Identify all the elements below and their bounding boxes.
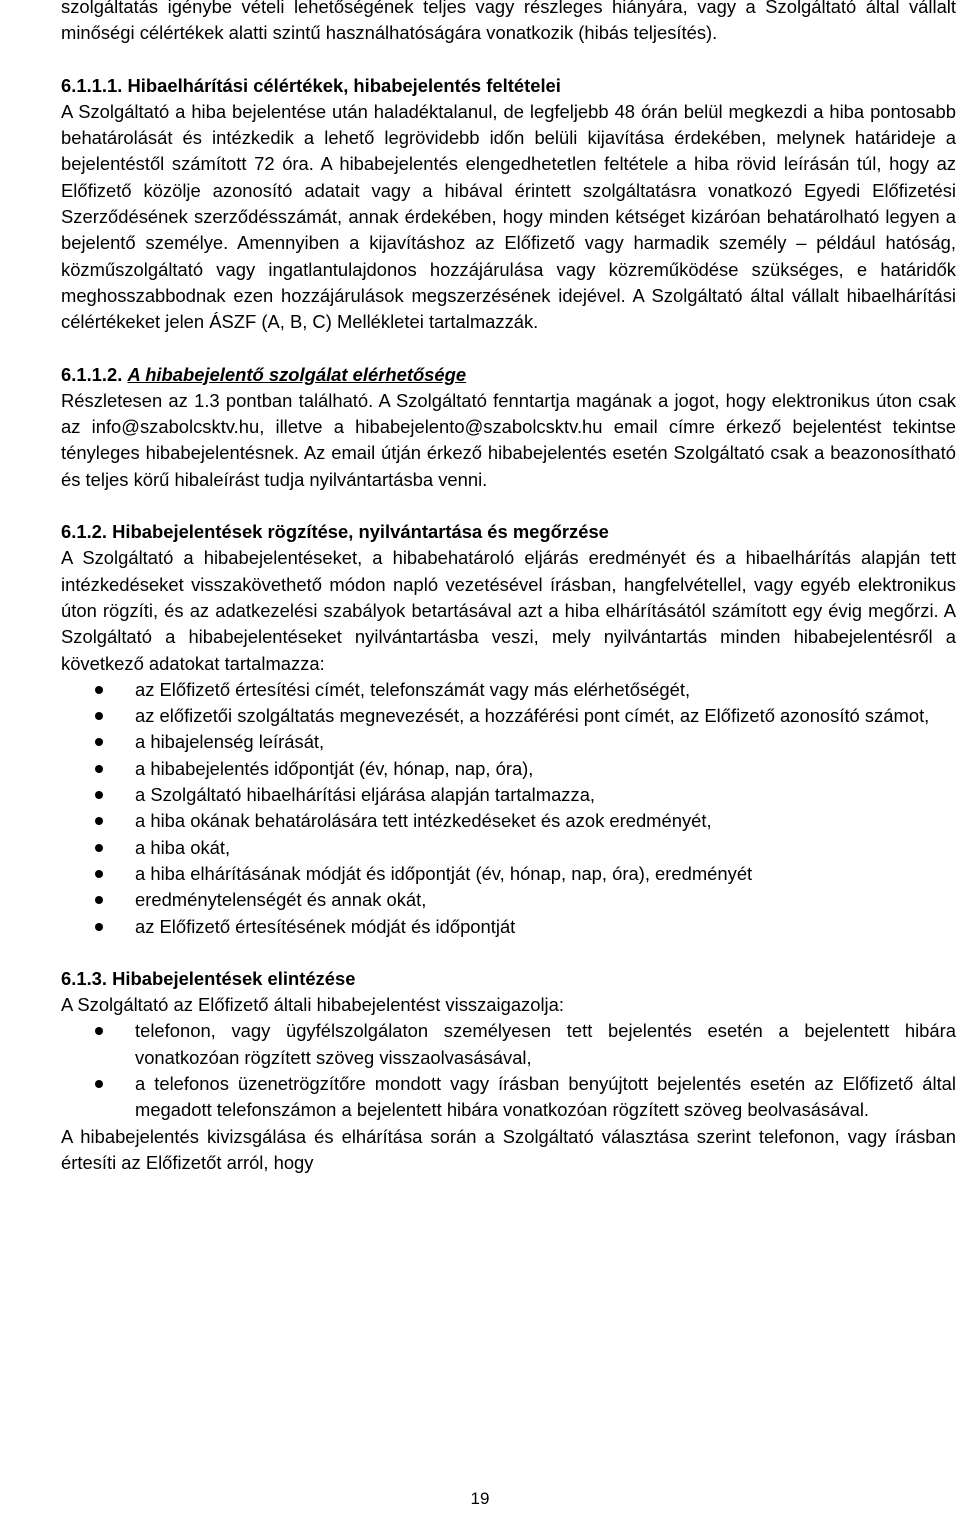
section-6112-title: A hibabejelentő szolgálat elérhetősége bbox=[127, 363, 467, 385]
list-item-text: az Előfizető értesítésének módját és időpontját bbox=[135, 915, 516, 937]
section-612-body: A Szolgáltató a hibabejelentéseket, a hibabehatároló eljárás eredményét és a hibaelhárítás alapján tett intézkedéseket visszakövethető módon napló vezetésével írásban, hangfelvétellel, vagy egyéb elektronikus úton rögzíti, és az adatkezelési szabályok betartásával azt a hiba elhárításától számított egy évig megőrzi. A Szolgáltató a hibabejelentéseket nyilvántartásba veszi, mely nyilvántartás minden hibabejelentésről a következő adatokat tartalmazza: bbox=[61, 547, 956, 674]
section-613-closing: A hibabejelentés kivizsgálása és elhárítása során a Szolgáltató választása szerint telefonon, vagy írásban értesíti az Előfizetőt arról, hogy bbox=[61, 1125, 956, 1173]
bullet-icon bbox=[95, 844, 103, 852]
bullet-icon bbox=[95, 896, 103, 904]
section-6112-body: Részletesen az 1.3 pontban található. A Szolgáltató fenntartja magának a jogot, hogy elektronikus úton csak az info@szabolcsktv.hu, illetve a hibabejelento@szabolcsktv.hu email címre érkező bejelentést tekintse tényleges hibabejelentésnek. Az email útján érkező hibabejelentés esetén Szolgáltató csak a beazonosítható és teljes körű hibaleírást tudja nyilvántartásba venni. bbox=[61, 389, 956, 490]
list-item-text: a telefonos üzenetrögzítőre mondott vagy írásban benyújtott bejelentés esetén az Előfizető által megadott telefonszámon a bejelentett hibára vonatkozóan rögzített szöveg beolvasásával. bbox=[135, 1072, 956, 1121]
list-item-text: az előfizetői szolgáltatás megnevezését, a hozzáférési pont címét, az Előfizető azonosító számot, bbox=[135, 705, 930, 727]
list-item-text: az Előfizető értesítési címét, telefonszámát vagy más elérhetőségét, bbox=[135, 678, 691, 700]
bullet-icon bbox=[95, 870, 103, 878]
section-613-heading bbox=[61, 966, 956, 992]
spacer bbox=[61, 336, 956, 362]
list-item-text: a hibabejelentés időpontját (év, hónap, nap, óra), bbox=[135, 757, 534, 779]
list-item-text: a hiba elhárításának módját és időpontját (év, hónap, nap, óra), eredményét bbox=[135, 862, 753, 884]
bullet-icon bbox=[95, 712, 103, 720]
list-item bbox=[61, 677, 956, 703]
list-item-text: telefonon, vagy ügyfélszolgálaton személyesen tett bejelentés esetén a bejelentett hibára vonatkozóan rögzített szöveg visszaolvasásával, bbox=[135, 1020, 956, 1068]
spacer bbox=[61, 940, 956, 966]
list-item bbox=[61, 808, 956, 834]
bullet-icon bbox=[95, 923, 103, 931]
spacer bbox=[61, 493, 956, 519]
list-item bbox=[61, 703, 956, 729]
list-item-text: a hiba okát, bbox=[135, 836, 231, 858]
list-item bbox=[61, 756, 956, 782]
bullet-icon bbox=[95, 765, 103, 773]
bullet-icon bbox=[95, 791, 103, 799]
intro-paragraph: szolgáltatás igénybe vételi lehetőségének teljes vagy részleges hiányára, vagy a Szolgáltató által vállalt minőségi célértékek alatti szintű használhatóságára vonatkozik (hibás teljesítés). bbox=[61, 0, 956, 44]
section-613-title: Hibabejelentések elintézése bbox=[112, 967, 356, 989]
list-item-text: a Szolgáltató hibaelhárítási eljárása alapján tartalmazza, bbox=[135, 784, 596, 806]
list-item-text: a hiba okának behatárolására tett intézkedéseket és azok eredményét, bbox=[135, 810, 712, 832]
list-item bbox=[61, 861, 956, 887]
section-6111-body: A Szolgáltató a hiba bejelentése után haladéktalanul, de legfeljebb 48 órán belül megkezdi a hiba pontosabb behatárolását és intézkedik a lehető legrövidebb időn belüli kijavítása érdekében, melynek határideje a bejelentéstől számított 72 óra. A hibabejelentés elengedhetetlen feltétele a hiba rövid leírásán túl, hogy az Előfizető közölje azonosító adatait vagy a hibával érintett szolgáltatásra vonatkozó Egyedi Előfizetési Szerződésének szerződésszámát, annak érdekében, hogy minden kétséget kizáróan behatárolható legyen a bejelentő személye. Amennyiben a kijavításhoz az Előfizető vagy harmadik személy – például hatóság, közműszolgáltató vagy ingatlantulajdonos hozzájárulása vagy közreműködése szükséges, e határidők meghosszabbodnak ezen hozzájárulások megszerzésének idejével. A Szolgáltató által vállalt hibaelhárítási célértékeket jelen ÁSZF (A, B, C) Mellékletei tartalmazzák. bbox=[61, 100, 956, 333]
page-number: 19 bbox=[470, 1489, 490, 1508]
bullet-icon bbox=[95, 1080, 103, 1088]
list-item bbox=[61, 887, 956, 913]
section-612-list bbox=[61, 677, 956, 940]
section-612-heading bbox=[61, 519, 956, 545]
list-item-text: eredménytelenségét és annak okát, bbox=[135, 889, 427, 911]
list-item bbox=[61, 914, 956, 940]
section-6111-heading bbox=[61, 73, 956, 99]
list-item bbox=[61, 1018, 956, 1071]
list-item bbox=[61, 782, 956, 808]
section-612-title: Hibabejelentések rögzítése, nyilvántartása és megőrzése bbox=[112, 521, 609, 543]
page-content bbox=[61, 0, 956, 1176]
section-612-number: 6.1.2. bbox=[61, 521, 108, 543]
section-613-list bbox=[61, 1018, 956, 1123]
bullet-icon bbox=[95, 738, 103, 746]
list-item bbox=[61, 835, 956, 861]
list-item-text: a hibajelenség leírását, bbox=[135, 731, 325, 753]
section-6111-title: Hibaelhárítási célértékek, hibabejelentés feltételei bbox=[127, 74, 561, 96]
section-6112-heading bbox=[61, 362, 956, 388]
section-6111-number: 6.1.1.1. bbox=[61, 74, 123, 96]
spacer bbox=[61, 47, 956, 73]
bullet-icon bbox=[95, 686, 103, 694]
list-item bbox=[61, 1071, 956, 1124]
section-613-number: 6.1.3. bbox=[61, 967, 108, 989]
section-613-lead: A Szolgáltató az Előfizető általi hibabejelentést visszaigazolja: bbox=[61, 994, 564, 1016]
bullet-icon bbox=[95, 817, 103, 825]
bullet-icon bbox=[95, 1027, 103, 1035]
section-6112-number: 6.1.1.2. bbox=[61, 363, 123, 385]
list-item bbox=[61, 729, 956, 755]
